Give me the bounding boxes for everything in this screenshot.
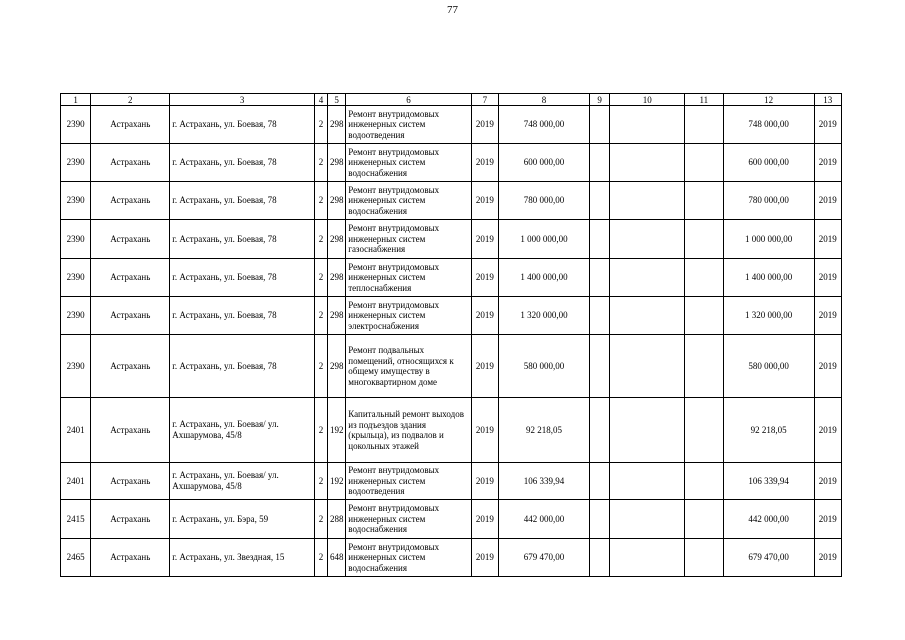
cell-col-13: 2019 — [814, 463, 841, 500]
cell-col-6: Ремонт внутридомовых инженерных систем газоснабжения — [346, 220, 471, 259]
table-row — [61, 463, 842, 500]
cell-col-13: 2019 — [814, 144, 841, 182]
cell-col-7: 2019 — [471, 106, 498, 144]
cell-col-5: 288 — [328, 500, 346, 539]
cell-col-6: Ремонт подвальных помещений, относящихся к общему имуществу в многоквартирном доме — [346, 335, 471, 398]
cell-col-6: Ремонт внутридомовых инженерных систем электроснабжения — [346, 297, 471, 335]
cell-col-2: Астрахань — [91, 539, 170, 577]
header-col-6: 6 — [346, 94, 471, 106]
cell-col-1: 2390 — [61, 297, 91, 335]
page-number: 77 — [447, 4, 458, 16]
cell-col-3: г. Астрахань, ул. Боевая, 78 — [170, 144, 315, 182]
table-row — [61, 182, 842, 220]
cell-col-12: 600 000,00 — [723, 144, 814, 182]
cell-col-3: г. Астрахань, ул. Боевая, 78 — [170, 220, 315, 259]
cell-col-2: Астрахань — [91, 259, 170, 297]
cell-col-11 — [685, 106, 723, 144]
cell-col-1: 2390 — [61, 106, 91, 144]
cell-col-9 — [590, 182, 610, 220]
cell-col-3: г. Астрахань, ул. Боевая/ ул. Ахшарумова, 45/8 — [170, 398, 315, 463]
cell-col-11 — [685, 220, 723, 259]
header-col-10: 10 — [610, 94, 685, 106]
header-col-9: 9 — [590, 94, 610, 106]
cell-col-1: 2465 — [61, 539, 91, 577]
cell-col-4: 2 — [314, 106, 327, 144]
cell-col-10 — [610, 182, 685, 220]
cell-col-13: 2019 — [814, 297, 841, 335]
header-col-13: 13 — [814, 94, 841, 106]
cell-col-10 — [610, 106, 685, 144]
cell-col-1: 2390 — [61, 144, 91, 182]
cell-col-12: 106 339,94 — [723, 463, 814, 500]
cell-col-1: 2415 — [61, 500, 91, 539]
cell-col-9 — [590, 335, 610, 398]
cell-col-7: 2019 — [471, 182, 498, 220]
cell-col-13: 2019 — [814, 220, 841, 259]
cell-col-12: 748 000,00 — [723, 106, 814, 144]
cell-col-7: 2019 — [471, 500, 498, 539]
cell-col-2: Астрахань — [91, 500, 170, 539]
cell-col-5: 648 — [328, 539, 346, 577]
cell-col-6: Капитальный ремонт выходов из подъездов здания (крыльца), из подвалов и цокольных этажей — [346, 398, 471, 463]
cell-col-7: 2019 — [471, 144, 498, 182]
cell-col-3: г. Астрахань, ул. Боевая, 78 — [170, 335, 315, 398]
cell-col-3: г. Астрахань, ул. Звездная, 15 — [170, 539, 315, 577]
cell-col-8: 600 000,00 — [499, 144, 590, 182]
cell-col-9 — [590, 220, 610, 259]
cell-col-8: 748 000,00 — [499, 106, 590, 144]
cell-col-3: г. Астрахань, ул. Бэра, 59 — [170, 500, 315, 539]
cell-col-9 — [590, 297, 610, 335]
cell-col-10 — [610, 144, 685, 182]
cell-col-13: 2019 — [814, 335, 841, 398]
cell-col-1: 2390 — [61, 182, 91, 220]
cell-col-9 — [590, 144, 610, 182]
cell-col-13: 2019 — [814, 398, 841, 463]
cell-col-12: 1 000 000,00 — [723, 220, 814, 259]
cell-col-2: Астрахань — [91, 297, 170, 335]
cell-col-8: 1 320 000,00 — [499, 297, 590, 335]
cell-col-4: 2 — [314, 259, 327, 297]
cell-col-11 — [685, 398, 723, 463]
cell-col-13: 2019 — [814, 539, 841, 577]
header-col-7: 7 — [471, 94, 498, 106]
cell-col-3: г. Астрахань, ул. Боевая, 78 — [170, 182, 315, 220]
cell-col-5: 192 — [328, 398, 346, 463]
cell-col-4: 2 — [314, 500, 327, 539]
cell-col-9 — [590, 106, 610, 144]
cell-col-6: Ремонт внутридомовых инженерных систем водоснабжения — [346, 500, 471, 539]
cell-col-7: 2019 — [471, 335, 498, 398]
cell-col-6: Ремонт внутридомовых инженерных систем теплоснабжения — [346, 259, 471, 297]
table-row — [61, 335, 842, 398]
cell-col-12: 1 400 000,00 — [723, 259, 814, 297]
header-col-3: 3 — [170, 94, 315, 106]
cell-col-5: 298 — [328, 106, 346, 144]
cell-col-10 — [610, 463, 685, 500]
cell-col-7: 2019 — [471, 539, 498, 577]
cell-col-10 — [610, 297, 685, 335]
cell-col-10 — [610, 398, 685, 463]
cell-col-13: 2019 — [814, 106, 841, 144]
cell-col-13: 2019 — [814, 259, 841, 297]
cell-col-4: 2 — [314, 335, 327, 398]
cell-col-10 — [610, 500, 685, 539]
cell-col-5: 298 — [328, 182, 346, 220]
cell-col-4: 2 — [314, 182, 327, 220]
cell-col-9 — [590, 463, 610, 500]
cell-col-2: Астрахань — [91, 144, 170, 182]
cell-col-7: 2019 — [471, 220, 498, 259]
table-row — [61, 398, 842, 463]
cell-col-11 — [685, 182, 723, 220]
table-row — [61, 500, 842, 539]
cell-col-12: 92 218,05 — [723, 398, 814, 463]
header-col-8: 8 — [499, 94, 590, 106]
cell-col-9 — [590, 539, 610, 577]
header-col-2: 2 — [91, 94, 170, 106]
cell-col-9 — [590, 500, 610, 539]
cell-col-4: 2 — [314, 539, 327, 577]
cell-col-10 — [610, 539, 685, 577]
cell-col-11 — [685, 539, 723, 577]
cell-col-7: 2019 — [471, 297, 498, 335]
cell-col-13: 2019 — [814, 182, 841, 220]
cell-col-5: 298 — [328, 144, 346, 182]
cell-col-3: г. Астрахань, ул. Боевая, 78 — [170, 297, 315, 335]
cell-col-6: Ремонт внутридомовых инженерных систем водоснабжения — [346, 182, 471, 220]
cell-col-8: 92 218,05 — [499, 398, 590, 463]
cell-col-3: г. Астрахань, ул. Боевая, 78 — [170, 106, 315, 144]
cell-col-2: Астрахань — [91, 463, 170, 500]
cell-col-2: Астрахань — [91, 106, 170, 144]
cell-col-10 — [610, 259, 685, 297]
cell-col-10 — [610, 335, 685, 398]
table-row — [61, 297, 842, 335]
header-col-11: 11 — [685, 94, 723, 106]
cell-col-5: 298 — [328, 220, 346, 259]
cell-col-11 — [685, 144, 723, 182]
cell-col-7: 2019 — [471, 398, 498, 463]
cell-col-2: Астрахань — [91, 335, 170, 398]
cell-col-4: 2 — [314, 220, 327, 259]
cell-col-4: 2 — [314, 297, 327, 335]
cell-col-2: Астрахань — [91, 398, 170, 463]
cell-col-8: 1 400 000,00 — [499, 259, 590, 297]
cell-col-6: Ремонт внутридомовых инженерных систем водоснабжения — [346, 144, 471, 182]
cell-col-12: 442 000,00 — [723, 500, 814, 539]
cell-col-3: г. Астрахань, ул. Боевая, 78 — [170, 259, 315, 297]
cell-col-13: 2019 — [814, 500, 841, 539]
cell-col-8: 442 000,00 — [499, 500, 590, 539]
cell-col-6: Ремонт внутридомовых инженерных систем водоотведения — [346, 106, 471, 144]
cell-col-1: 2390 — [61, 259, 91, 297]
cell-col-10 — [610, 220, 685, 259]
cell-col-1: 2401 — [61, 463, 91, 500]
table-row — [61, 220, 842, 259]
table-row — [61, 106, 842, 144]
table-body — [61, 106, 842, 577]
cell-col-6: Ремонт внутридомовых инженерных систем водоснабжения — [346, 539, 471, 577]
cell-col-1: 2390 — [61, 335, 91, 398]
cell-col-2: Астрахань — [91, 220, 170, 259]
cell-col-12: 1 320 000,00 — [723, 297, 814, 335]
cell-col-11 — [685, 335, 723, 398]
cell-col-11 — [685, 500, 723, 539]
cell-col-7: 2019 — [471, 259, 498, 297]
table-row — [61, 539, 842, 577]
cell-col-11 — [685, 259, 723, 297]
cell-col-1: 2390 — [61, 220, 91, 259]
cell-col-5: 192 — [328, 463, 346, 500]
cell-col-8: 1 000 000,00 — [499, 220, 590, 259]
header-col-5: 5 — [328, 94, 346, 106]
cell-col-11 — [685, 297, 723, 335]
table-row — [61, 144, 842, 182]
header-row — [61, 94, 842, 106]
cell-col-4: 2 — [314, 144, 327, 182]
cell-col-12: 780 000,00 — [723, 182, 814, 220]
cell-col-9 — [590, 259, 610, 297]
cell-col-2: Астрахань — [91, 182, 170, 220]
header-col-4: 4 — [314, 94, 327, 106]
cell-col-8: 106 339,94 — [499, 463, 590, 500]
header-col-12: 12 — [723, 94, 814, 106]
cell-col-9 — [590, 398, 610, 463]
table-row — [61, 259, 842, 297]
cell-col-12: 580 000,00 — [723, 335, 814, 398]
cell-col-4: 2 — [314, 463, 327, 500]
cell-col-7: 2019 — [471, 463, 498, 500]
cell-col-5: 298 — [328, 335, 346, 398]
cell-col-4: 2 — [314, 398, 327, 463]
cell-col-8: 780 000,00 — [499, 182, 590, 220]
cell-col-1: 2401 — [61, 398, 91, 463]
cell-col-5: 298 — [328, 297, 346, 335]
cell-col-3: г. Астрахань, ул. Боевая/ ул. Ахшарумова, 45/8 — [170, 463, 315, 500]
cell-col-8: 679 470,00 — [499, 539, 590, 577]
capital-repair-table — [60, 93, 842, 577]
cell-col-12: 679 470,00 — [723, 539, 814, 577]
cell-col-5: 298 — [328, 259, 346, 297]
cell-col-6: Ремонт внутридомовых инженерных систем водоотведения — [346, 463, 471, 500]
cell-col-8: 580 000,00 — [499, 335, 590, 398]
header-col-1: 1 — [61, 94, 91, 106]
cell-col-11 — [685, 463, 723, 500]
